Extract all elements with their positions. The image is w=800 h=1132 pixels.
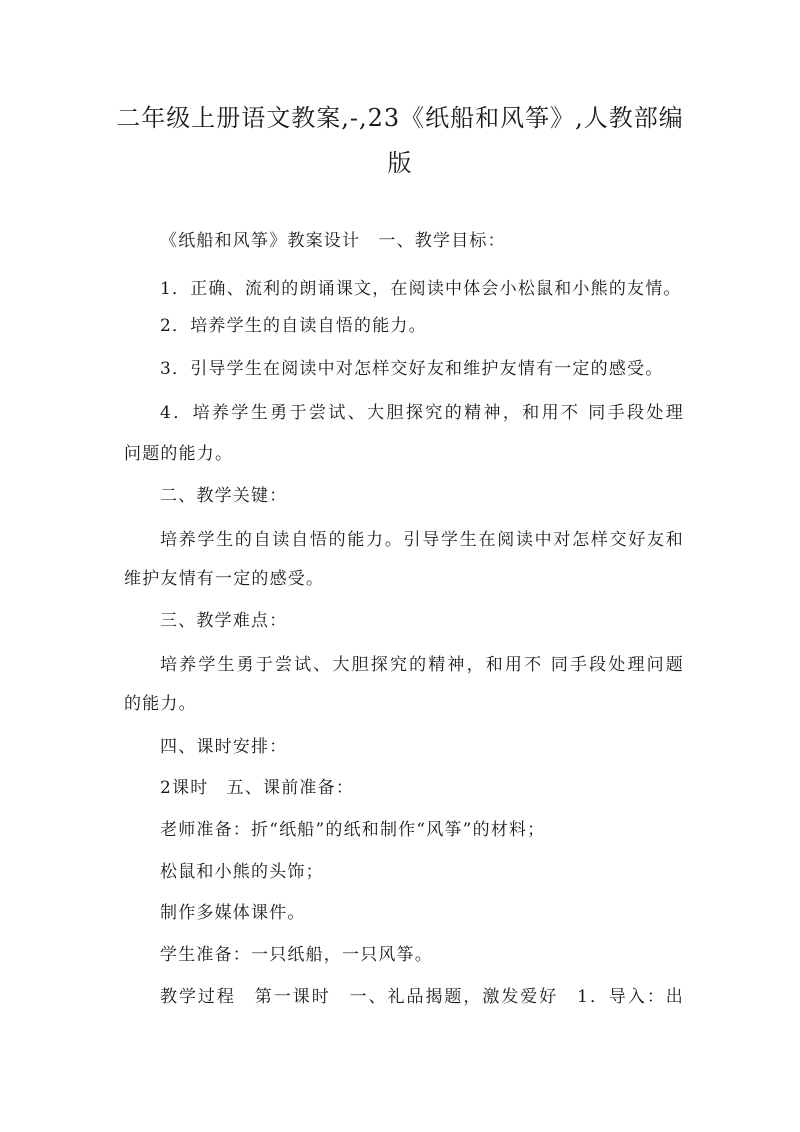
- goal-item-3: 3．引导学生在阅读中对怎样交好友和维护友情有一定的感受。: [160, 359, 664, 379]
- difficulties-line-1: 培养学生勇于尝试、大胆探究的精神，和用不 同手段处理问题: [160, 655, 684, 675]
- teaching-process-intro: 教学过程 第一课时 一、礼品揭题，激发爱好 1．导入：出: [160, 987, 684, 1007]
- goal-item-2: 2．培养学生的自读自悟的能力。: [160, 316, 427, 336]
- student-preparation: 学生准备：一只纸船，一只风筝。: [160, 945, 433, 965]
- section-heading-difficulties: 三、教学难点：: [160, 611, 288, 631]
- goal-item-4-line-1: 4．培养学生勇于尝试、大胆探究的精神，和用不 同手段处理: [160, 403, 684, 423]
- key-points-line-2: 维护友情有一定的感受。: [124, 569, 325, 589]
- teacher-preparation-line-1: 老师准备：折“纸船”的纸和制作“风筝”的材料；: [160, 820, 546, 840]
- key-points-line-1: 培养学生的自读自悟的能力。引导学生在阅读中对怎样交好友和: [160, 530, 684, 550]
- schedule-and-preparation-heading: 2课时 五、课前准备：: [160, 778, 355, 798]
- document-title-line-1: 二年级上册语文教案,-,23《纸船和风筝》,人教部编: [116, 104, 684, 132]
- document-title-line-2: 版: [387, 149, 413, 177]
- section-heading-key-points: 二、教学关键：: [160, 486, 288, 506]
- section-heading-schedule: 四、课时安排：: [160, 737, 288, 757]
- lesson-design-heading: 《纸船和风筝》教案设计 一、教学目标：: [160, 231, 506, 251]
- difficulties-line-2: 的能力。: [124, 694, 197, 714]
- teacher-preparation-line-3: 制作多媒体课件。: [160, 903, 306, 923]
- teacher-preparation-line-2: 松鼠和小熊的头饰；: [160, 862, 324, 882]
- goal-item-1: 1．正确、流利的朗诵课文，在阅读中体会小松鼠和小熊的友情。: [160, 279, 682, 299]
- goal-item-4-line-2: 问题的能力。: [124, 444, 234, 464]
